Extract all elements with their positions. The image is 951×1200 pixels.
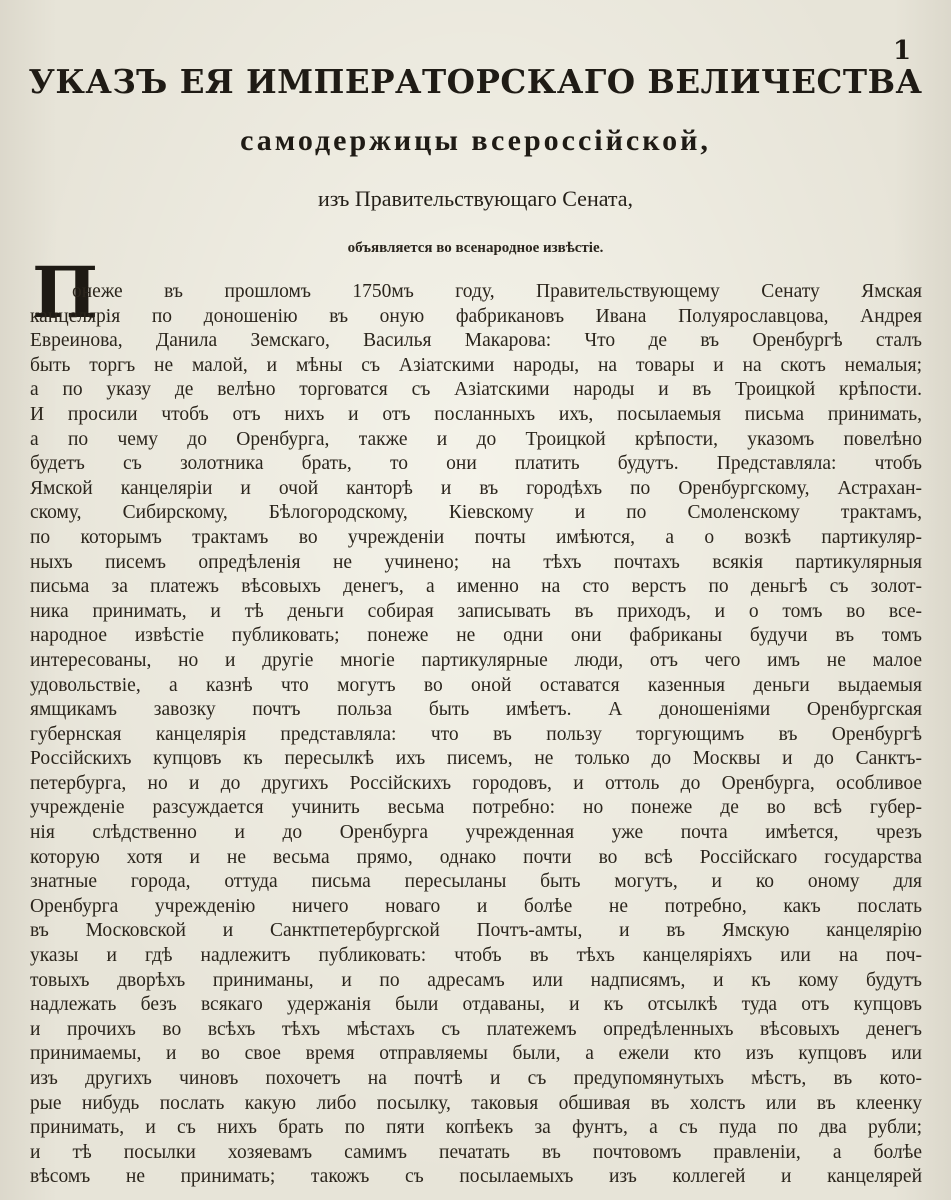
body-line: онеже въ прошломъ 1750мъ году, Правительствующему Сенату Ямская xyxy=(72,281,922,302)
decree-title-text: УКАЗЪ ЕЯ ИМПЕРАТОРСКАГО ВЕЛИЧЕСТВА xyxy=(28,62,923,101)
body-line: Россійскихъ купцовъ къ пересылкѣ ихъ писемъ, не только до Москвы и до Санктъ- xyxy=(30,748,922,770)
body-line: канцелярія по доношенію въ оную фабрикановъ Ивана Полуярославцова, Андрея xyxy=(30,305,922,327)
body-line: петербурга, но и до другихъ Россійскихъ городовъ, и оттоль до Оренбурга, особливое xyxy=(30,772,922,794)
body-line: письма за платежъ вѣсовыхъ денегъ, а именно на сто верстъ по деньгѣ съ золот- xyxy=(30,576,922,598)
issuer-line-text: изъ Правительствующаго Сената, xyxy=(317,186,634,211)
proclamation-line xyxy=(0,240,951,257)
body-line: удовольствіе, а казнѣ что могутъ во оной оставатся казенныя деньги выдаемыя xyxy=(30,674,922,696)
body-line: надлежать безъ всякаго удержанія были отдаваны, и къ отсылкѣ туда отъ купцовъ xyxy=(30,994,922,1016)
body-line: Оренбурга учрежденію ничего новаго и болѣе не потребно, какъ послать xyxy=(30,895,922,917)
body-line: ника принимать, и тѣ деньги собирая записывать въ приходъ, и о томъ во все- xyxy=(30,600,922,622)
body-line: губернская канцелярія представляла: что въ пользу торгующимъ въ Оренбургѣ xyxy=(30,723,922,745)
body-line: ныхъ писемъ опредѣленія не учинено; на тѣхъ почтахъ всякія партикулярныя xyxy=(30,551,922,573)
body-line: будетъ съ золотника брать, то они платить будутъ. Представляла: чтобъ xyxy=(30,453,922,475)
body-line: быть торгъ не малой, и мѣны съ Азіатскими народы, на товары и на скотъ немалыя; xyxy=(30,354,922,376)
body-line: товыхъ дворѣхъ приниманы, и по адресамъ или надписямъ, и къ кому будутъ xyxy=(30,969,922,991)
body-line: народное извѣстіе публиковать; понеже не одни они фабриканы будучи въ томъ xyxy=(30,625,922,647)
body-line: Евреинова, Данила Земскаго, Василья Макарова: Что де въ Оренбургѣ сталъ xyxy=(30,330,922,352)
body-line: принимаемы, и во свое время отправляемы были, а ежели кто изъ купцовъ или xyxy=(30,1043,922,1065)
body-line: принимать, и съ нихъ брать по пяти копѣекъ за фунтъ, а съ пуда по два рубли; xyxy=(30,1117,922,1139)
body-line: а по чему до Оренбурга, также и до Троицкой крѣпости, указомъ повелѣно xyxy=(30,428,922,450)
decree-subtitle-text: самодержицы всероссійской, xyxy=(240,124,711,157)
body-line: которую хотя и не весьма прямо, однако почти во всѣ Россійскаго государства xyxy=(30,846,922,868)
body-line: Ямской канцеляріи и очой канторѣ и въ городѣхъ по Оренбургскому, Астрахан- xyxy=(30,477,922,499)
body-line: скому, Сибирскому, Бѣлогородскому, Кіевскому и по Смоленскому трактамъ, xyxy=(30,502,922,524)
body-line: учрежденіе разсуждается учинить весьма потребно: но понеже де во всѣ губер- xyxy=(30,797,922,819)
body-line: ямщикамъ завозку почтъ польза быть имѣетъ. А доношеніями Оренбургская xyxy=(30,699,922,721)
proclamation-line-text: объявляется во всенародное извѣстіе. xyxy=(347,240,604,256)
body-line: И просили чтобъ отъ нихъ и отъ посланныхъ ихъ, посылаемыя письма принимать, xyxy=(30,403,922,425)
decree-title xyxy=(0,62,951,101)
body-line: и тѣ посылки хозяевамъ самимъ печатать въ почтовомъ правленіи, а болѣе xyxy=(30,1141,922,1163)
body-line: и прочихъ во всѣхъ тѣхъ мѣстахъ съ платежемъ опредѣленныхъ вѣсовыхъ денегъ xyxy=(30,1018,922,1040)
body-line: по которымъ трактамъ во учрежденіи почты имѣются, а о возкѣ партикуляр- xyxy=(30,526,922,548)
body-line: указы и гдѣ надлежитъ публиковать: чтобъ въ тѣхъ канцеляріяхъ или на поч- xyxy=(30,945,922,967)
body-line: изъ другихъ чиновъ похочетъ на почтѣ и съ предупомянутыхъ мѣстъ, въ кото- xyxy=(30,1068,922,1089)
body-line: нія слѣдственно и до Оренбурга учрежденная уже почта имѣется, чрезъ xyxy=(30,822,922,844)
body-line: рые нибудь послать какую либо посылку, таковыя обшивая въ холстъ или въ клеенку xyxy=(30,1092,922,1114)
decree-body xyxy=(30,280,922,1190)
drop-cap: П xyxy=(32,251,99,334)
body-line: въ Московской и Санктпетербургской Почтъ-амты, и въ Ямскую канцелярію xyxy=(30,920,922,942)
body-line: знатные города, оттуда письма пересыланы быть могутъ, и ко оному для xyxy=(30,871,922,893)
body-line: а по указу де велѣно торговатся съ Азіатскими народы и въ Троицкой крѣпости. xyxy=(30,379,922,401)
issuer-line xyxy=(0,186,951,212)
body-line: интересованы, но и другіе многіе партикулярные люди, отъ чего имъ не малое xyxy=(30,649,922,671)
decree-subtitle xyxy=(0,124,951,158)
page-number: 1 xyxy=(893,36,912,66)
body-line: вѣсомъ не принимать; такожъ съ посылаемыхъ изъ коллегей и канцелярей xyxy=(30,1166,922,1188)
